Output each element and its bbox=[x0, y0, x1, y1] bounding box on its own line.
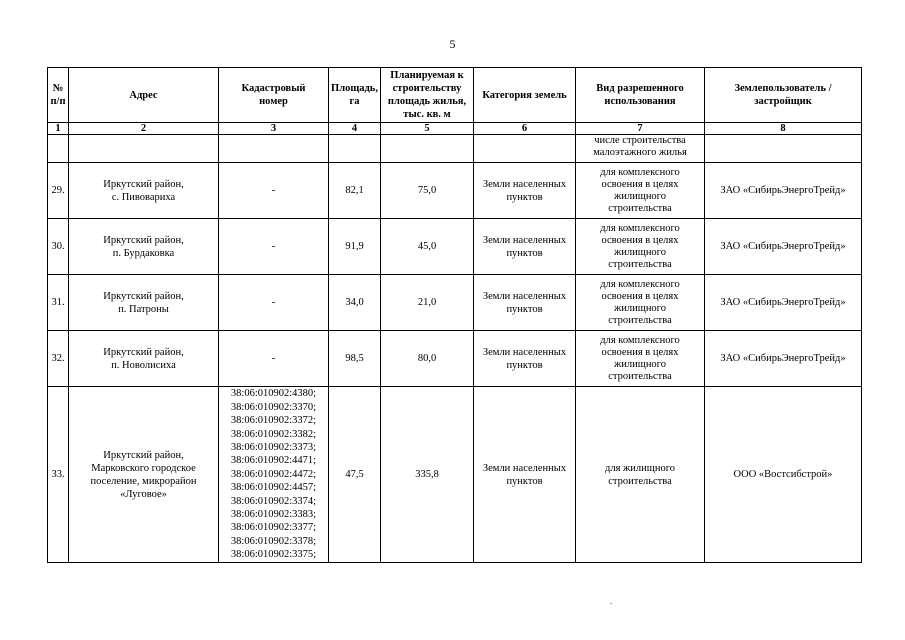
land-user-cell: ООО «Востсибстрой» bbox=[705, 387, 862, 563]
cell-line: жилищного bbox=[614, 246, 666, 258]
row-number-cell: 29. bbox=[48, 163, 69, 219]
cell-line: строительства bbox=[608, 314, 672, 326]
cell-line: Иркутский район, bbox=[103, 234, 184, 246]
cell-line: строительству bbox=[392, 83, 462, 94]
area-cell: 47,5 bbox=[329, 387, 381, 563]
cell-line: п. Патроны bbox=[118, 303, 169, 315]
land-user-cell: ЗАО «СибирьЭнергоТрейд» bbox=[705, 331, 862, 387]
header-category bbox=[474, 68, 576, 123]
column-number-row bbox=[48, 123, 862, 135]
planned-area-cell: 335,8 bbox=[381, 387, 474, 563]
table-body bbox=[48, 163, 862, 563]
cell-line: строительства bbox=[608, 475, 672, 487]
column-number-cell: 5 bbox=[381, 123, 474, 135]
land-category-cell bbox=[474, 219, 576, 275]
address-cell bbox=[69, 163, 219, 219]
address-cell bbox=[69, 275, 219, 331]
cell-line: поселение, микрорайон bbox=[90, 475, 197, 487]
table-row bbox=[48, 275, 862, 331]
cell-line: освоения в целях bbox=[601, 346, 679, 358]
cell-line: 38:06:010902:3370; bbox=[230, 401, 317, 413]
cell-line: Адрес bbox=[129, 89, 158, 101]
cell-line: 38:06:010902:3375; bbox=[230, 549, 317, 561]
planned-area-cell: 75,0 bbox=[381, 163, 474, 219]
cell-line: пунктов bbox=[506, 359, 543, 371]
column-number-cell: 1 bbox=[48, 123, 69, 135]
land-category-cell bbox=[474, 387, 576, 563]
continuation-cadastral-cell bbox=[219, 135, 329, 163]
cell-line: тыс. кв. м bbox=[403, 109, 451, 120]
row-number-cell: 31. bbox=[48, 275, 69, 331]
cell-line: жилищного bbox=[614, 358, 666, 370]
planned-area-cell: 45,0 bbox=[381, 219, 474, 275]
column-number-cell: 7 bbox=[576, 123, 705, 135]
cell-line: освоения в целях bbox=[601, 178, 679, 190]
cell-line: Марковского городское bbox=[91, 462, 196, 474]
land-category-cell bbox=[474, 163, 576, 219]
cell-line: Иркутский район, bbox=[103, 290, 184, 302]
header-planned bbox=[381, 68, 474, 123]
header-use bbox=[576, 68, 705, 123]
cell-line: номер bbox=[259, 96, 288, 107]
area-cell: 82,1 bbox=[329, 163, 381, 219]
planned-area-cell: 21,0 bbox=[381, 275, 474, 331]
column-number-cell: 3 bbox=[219, 123, 329, 135]
column-number-cell: 8 bbox=[705, 123, 862, 135]
planned-area-cell: 80,0 bbox=[381, 331, 474, 387]
cell-line: малоэтажного жилья bbox=[593, 147, 687, 158]
cell-line: 38:06:010902:4471; bbox=[230, 455, 317, 467]
cell-line: застройщик bbox=[754, 96, 812, 107]
cell-line: Земли населенных bbox=[482, 462, 567, 474]
cell-line: - bbox=[271, 296, 276, 308]
cadastral-cell bbox=[219, 331, 329, 387]
cell-line: Планируемая к bbox=[390, 70, 464, 81]
continuation-planned-cell bbox=[381, 135, 474, 163]
cell-line: Иркутский район, bbox=[103, 346, 184, 358]
cell-line: - bbox=[271, 240, 276, 252]
cell-line: пунктов bbox=[506, 303, 543, 315]
row-number-cell: 33. bbox=[48, 387, 69, 563]
permitted-use-cell bbox=[576, 219, 705, 275]
cell-line: «Луговое» bbox=[120, 488, 167, 500]
cell-line: Вид разрешенного bbox=[596, 83, 684, 94]
land-registry-table bbox=[47, 67, 862, 563]
column-number-cell: 6 bbox=[474, 123, 576, 135]
cell-line: 38:06:010902:4472; bbox=[230, 468, 317, 480]
cell-line: для комплексного bbox=[600, 166, 680, 178]
cell-line: га bbox=[349, 96, 360, 107]
continuation-user-cell bbox=[705, 135, 862, 163]
page-number: 5 bbox=[449, 37, 456, 51]
continuation-area-cell bbox=[329, 135, 381, 163]
cell-line: - bbox=[271, 352, 276, 364]
area-cell: 98,5 bbox=[329, 331, 381, 387]
scan-artifact bbox=[610, 603, 612, 604]
permitted-use-cell bbox=[576, 387, 705, 563]
cell-line: для комплексного bbox=[600, 278, 680, 290]
cell-line: строительства bbox=[608, 258, 672, 270]
cell-line: Площадь, bbox=[331, 83, 378, 94]
header-row bbox=[48, 68, 862, 123]
header-user bbox=[705, 68, 862, 123]
cell-line: Категория земель bbox=[482, 89, 567, 101]
cell-line: для комплексного bbox=[600, 222, 680, 234]
cell-line: с. Пивовариха bbox=[111, 191, 176, 203]
column-number-cell: 4 bbox=[329, 123, 381, 135]
land-category-cell bbox=[474, 275, 576, 331]
header-num bbox=[48, 68, 69, 123]
address-cell bbox=[69, 387, 219, 563]
permitted-use-cell bbox=[576, 331, 705, 387]
cell-line: строительства bbox=[608, 370, 672, 382]
table-row bbox=[48, 219, 862, 275]
cadastral-cell bbox=[219, 387, 329, 563]
cell-line: № bbox=[52, 83, 64, 94]
header-cadastral bbox=[219, 68, 329, 123]
cell-line: для жилищного bbox=[604, 462, 676, 474]
continuation-use-cell bbox=[576, 135, 705, 163]
cell-line: пунктов bbox=[506, 191, 543, 203]
cell-line: 38:06:010902:4457; bbox=[230, 482, 317, 494]
header-address bbox=[69, 68, 219, 123]
cell-line: пунктов bbox=[506, 247, 543, 259]
table-row bbox=[48, 163, 862, 219]
cell-line: п. Бурдаковка bbox=[112, 247, 175, 259]
cell-line: использования bbox=[604, 96, 676, 107]
cell-line: числе строительства bbox=[594, 135, 686, 146]
cell-line: 38:06:010902:3373; bbox=[230, 441, 317, 453]
cell-line: освоения в целях bbox=[601, 234, 679, 246]
header-area bbox=[329, 68, 381, 123]
continuation-num-cell bbox=[48, 135, 69, 163]
row-number-cell: 32. bbox=[48, 331, 69, 387]
land-user-cell: ЗАО «СибирьЭнергоТрейд» bbox=[705, 275, 862, 331]
permitted-use-cell bbox=[576, 275, 705, 331]
cadastral-cell bbox=[219, 219, 329, 275]
cell-line: Земли населенных bbox=[482, 346, 567, 358]
cell-line: п/п bbox=[50, 96, 66, 107]
cell-line: пунктов bbox=[506, 475, 543, 487]
cell-line: 38:06:010902:3372; bbox=[230, 415, 317, 427]
cell-line: жилищного bbox=[614, 302, 666, 314]
cell-line: - bbox=[271, 184, 276, 196]
cell-line: жилищного bbox=[614, 190, 666, 202]
continuation-category-cell bbox=[474, 135, 576, 163]
cell-line: Иркутский район, bbox=[103, 449, 184, 461]
cell-line: 38:06:010902:3378; bbox=[230, 535, 317, 547]
row-number-cell: 30. bbox=[48, 219, 69, 275]
cell-line: Земли населенных bbox=[482, 234, 567, 246]
cell-line: освоения в целях bbox=[601, 290, 679, 302]
continuation-address-cell bbox=[69, 135, 219, 163]
cadastral-cell bbox=[219, 163, 329, 219]
cell-line: для комплексного bbox=[600, 334, 680, 346]
land-user-cell: ЗАО «СибирьЭнергоТрейд» bbox=[705, 163, 862, 219]
column-number-cell: 2 bbox=[69, 123, 219, 135]
cell-line: 38:06:010902:4380; bbox=[230, 388, 317, 400]
cell-line: Кадастровый bbox=[241, 83, 306, 94]
area-cell: 34,0 bbox=[329, 275, 381, 331]
land-user-cell: ЗАО «СибирьЭнергоТрейд» bbox=[705, 219, 862, 275]
cell-line: Земли населенных bbox=[482, 178, 567, 190]
cell-line: 38:06:010902:3377; bbox=[230, 522, 317, 534]
table-row bbox=[48, 387, 862, 563]
cadastral-cell bbox=[219, 275, 329, 331]
cell-line: площадь жилья, bbox=[387, 96, 467, 107]
land-category-cell bbox=[474, 331, 576, 387]
address-cell bbox=[69, 219, 219, 275]
area-cell: 91,9 bbox=[329, 219, 381, 275]
cell-line: 38:06:010902:3374; bbox=[230, 495, 317, 507]
cell-line: строительства bbox=[608, 202, 672, 214]
cell-line: п. Новолисиха bbox=[111, 359, 176, 371]
cell-line: 38:06:010902:3383; bbox=[230, 509, 317, 521]
cell-line: 38:06:010902:3382; bbox=[230, 428, 317, 440]
continuation-row bbox=[48, 135, 862, 163]
cell-line: Землепользователь / bbox=[734, 83, 832, 94]
address-cell bbox=[69, 331, 219, 387]
cell-line: Иркутский район, bbox=[103, 178, 184, 190]
table-row bbox=[48, 331, 862, 387]
permitted-use-cell bbox=[576, 163, 705, 219]
cell-line: Земли населенных bbox=[482, 290, 567, 302]
